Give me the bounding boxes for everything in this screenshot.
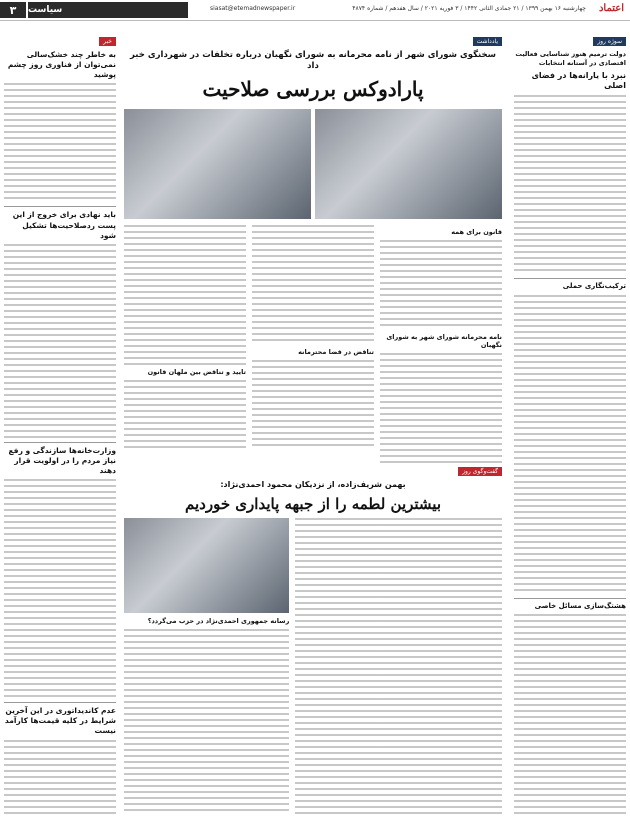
main-subhead-3: تناقض در قضا محترمانه bbox=[298, 347, 374, 356]
right-column-bottom-headline: هشتگ‌سازی مسائل خاصی bbox=[534, 601, 626, 610]
main-subhead-2: نامه محرمانه شورای شهر به شورای نگهبان bbox=[386, 332, 502, 350]
newspaper-logo: اعتماد bbox=[598, 3, 624, 14]
right-column-body-3 bbox=[514, 614, 626, 814]
left-body-2 bbox=[4, 244, 116, 439]
main-kicker: سخنگوی شورای شهر از نامه محرمانه به شورای نگهبان درباره تخلفات در شهرداری خبر داد bbox=[130, 50, 496, 72]
main-headline: پارادوکس بررسی صلاحیت bbox=[202, 76, 424, 101]
photo-official-1 bbox=[315, 109, 502, 219]
masthead bbox=[0, 0, 630, 21]
interview-tag: گفت‌وگوی روز bbox=[458, 467, 502, 476]
interview-kicker: بهمن شریف‌زاده، از نزدیکان محمود احمدی‌نژاد: bbox=[220, 479, 406, 489]
left-headline-1: به خاطر چند خشک‌سالی نمی‌توان از فناوری روز چشم پوشید bbox=[7, 50, 116, 80]
interview-body bbox=[124, 518, 502, 814]
right-column-tag: سوژه روز bbox=[593, 37, 626, 46]
left-body-1 bbox=[4, 83, 116, 203]
left-body-3 bbox=[4, 479, 116, 699]
main-top-area bbox=[124, 109, 502, 454]
main-tag: یادداشت bbox=[473, 37, 502, 46]
left-column-tag: خبر bbox=[99, 37, 116, 46]
interview-headline: بیشترین لطمه را از جبهه پایداری خوردیم bbox=[184, 494, 442, 513]
photo-official-2 bbox=[124, 109, 311, 219]
left-headline-2: باید نهادی برای خروج از این پست ردصلاحیت‌ها تشکیل شود bbox=[12, 210, 116, 240]
dateline: چهارشنبه ۱۶ بهمن ۱۳۹۹ / ۲۱ جمادی الثانی ۱۴۴۲ / ۳ فوریه ۲۰۲۱ / سال هفدهم / شماره ۴۸۷۴ bbox=[352, 5, 586, 12]
right-column-subheadline: ترکیب‌نگاری حملی bbox=[562, 282, 626, 291]
left-headline-3: وزارت‌خانه‌ها سازندگی و رفع نیاز مردم را در اولویت قرار دهند bbox=[8, 445, 116, 475]
left-headline-4: عدم کاندیداتوری در این آخرین شرایط در کلیه قیمت‌ها کارآمد نیست bbox=[4, 706, 116, 736]
section-email[interactable]: siasat@etemadnewspaper.ir bbox=[210, 5, 296, 12]
right-column bbox=[514, 28, 626, 814]
page-number: ۳ bbox=[0, 2, 26, 18]
interview-subhead: رسانه جمهوری احمدی‌نژاد در حزب می‌گردد؟ bbox=[147, 616, 290, 625]
left-column bbox=[4, 28, 116, 814]
right-column-headline: نبرد با یارانه‌ها در فضای اصلی bbox=[531, 70, 626, 91]
main-text-right bbox=[124, 109, 502, 454]
photo-interviewee bbox=[124, 518, 289, 613]
main-story bbox=[124, 28, 502, 814]
main-subhead-4: تایید و تناقض بین ملهان قانون bbox=[147, 367, 246, 376]
section-label: سیاست bbox=[28, 2, 188, 18]
main-subhead-1: قانون برای همه bbox=[451, 227, 502, 236]
right-column-body bbox=[514, 95, 626, 275]
right-column-body-2 bbox=[514, 295, 626, 595]
right-column-lead: دولت ترمیم هنوز شناسایی فعالیت اقتصادی در آستانه انتخابات bbox=[515, 50, 626, 67]
main-photos bbox=[124, 109, 502, 219]
left-body-4 bbox=[4, 740, 116, 815]
